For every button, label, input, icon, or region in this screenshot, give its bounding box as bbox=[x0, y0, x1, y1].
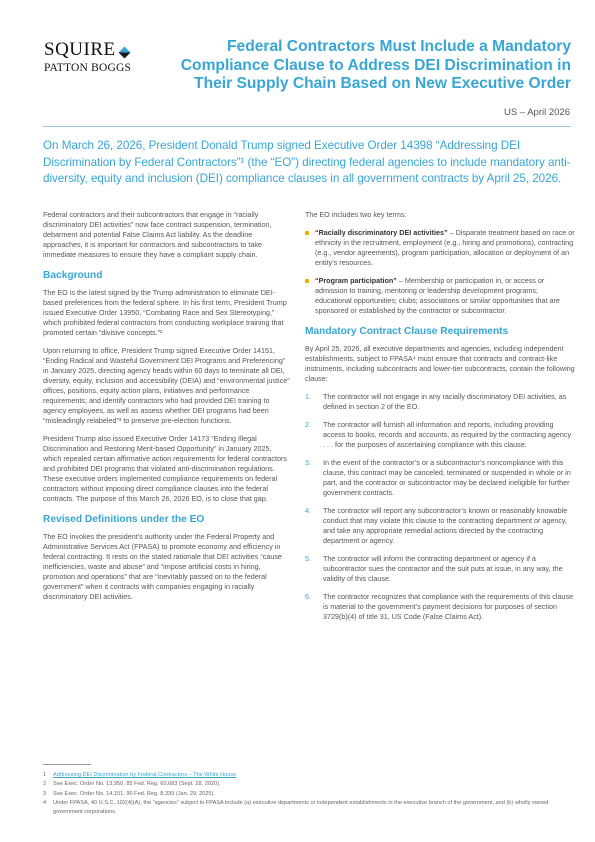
footnote bbox=[43, 790, 573, 799]
background-paragraph-2: Upon returning to office, President Trump signed Executive Order 14151, “Ending Radical and Wasteful Government DEI Programs and Preferencing” in January 2025, directing agency heads within 60 days to terminate all DEI, diversity, equity, inclusion and accessibility (DEIA) and “environmental justice” offices, positions, equity action plans, initiatives and performance requirements; and identify contractors who had provided DEI training to agency employees, as well as assess whether DEI programs had been “misleadingly relabeled”³ to preserve pre-election functions. bbox=[43, 346, 290, 425]
requirements-heading: Mandatory Contract Clause Requirements bbox=[305, 326, 509, 337]
clause-item bbox=[305, 420, 575, 450]
footnote-link[interactable]: Addressing DEI Discrimination by Federal Contractors – The White House bbox=[53, 772, 237, 778]
footnote-text: See Exec. Order No. 13,950, 85 Fed. Reg. 60,683 (Sept. 28, 2020). bbox=[53, 781, 221, 788]
definitions-paragraph: The EO invokes the president’s authority under the Federal Property and Administrative Services Act (FPASA) to promote economy and efficiency in federal contracting. It rests on the stated rationale that DEI activities “cause inefficiencies, waste and abuse” and “impose artificial costs in hiring, promotion and operations” that are “inevitably passed on to the federal government” when it contracts with companies engaging in racially discriminatory DEI activities. bbox=[43, 532, 282, 601]
bullet-icon bbox=[305, 279, 309, 283]
clause-text: The contractor will inform the contracting department or agency if a subcontractor sues the contractor and the suit puts at issue, in any way, the validity of this clause. bbox=[323, 554, 563, 583]
page-title: Federal Contractors Must Include a Mandatory Compliance Clause to Address DEI Discrimination in Their Supply Chain Based on New Executive Order bbox=[180, 38, 571, 92]
footnotes bbox=[43, 771, 573, 817]
logo-line2: PATTON BOGGS bbox=[44, 62, 132, 74]
clause-text: The contractor will furnish all information and reports, including providing access to books, records and accounts, as required by the contracting agency . . . for the purposes of ascertaining compliance with this clause. bbox=[323, 420, 572, 449]
right-column bbox=[305, 210, 575, 630]
logo-line1: SQUIRE bbox=[44, 39, 116, 60]
footnote bbox=[43, 771, 573, 780]
terms-intro: The EO includes two key terms: bbox=[305, 210, 407, 219]
term-item bbox=[305, 228, 575, 268]
left-column bbox=[43, 210, 291, 610]
term-definition: – Membership or participation in, or access or admission to training, mentoring or leadership development programs; educational opportunities; clubs; associations or similar opportunities that are sponsored or established by the contractor or subcontractor. bbox=[315, 276, 560, 315]
header-divider bbox=[42, 126, 571, 127]
clause-list bbox=[305, 392, 575, 622]
clause-item bbox=[305, 592, 575, 622]
definitions-heading: Revised Definitions under the EO bbox=[43, 514, 205, 525]
firm-logo bbox=[44, 40, 156, 75]
term-item bbox=[305, 276, 575, 316]
clause-text: The contractor recognizes that compliance with the requirements of this clause is material to the government’s payment decisions for purposes of section 3729(b)(4) of title 31, US Code (False Claims Act). bbox=[323, 592, 574, 621]
footnote-number: 4 bbox=[43, 799, 47, 806]
clause-text: The contractor will not engage in any racially discriminatory DEI activities, as defined in section 2 of the EO. bbox=[323, 392, 567, 411]
requirements-intro: By April 25, 2026, all executive departments and agencies, including independent establishments, subject to FPASA⁴ must ensure that contracts and contract-like instruments, including subcontracts and lower-tier subcontracts, contain the following clause: bbox=[305, 344, 575, 383]
footnote-number: 2 bbox=[43, 781, 47, 788]
background-paragraph-3: President Trump also issued Executive Order 14173 “Ending Illegal Discrimination and Restoring Merit-based Opportunity” in January 2025, which repealed certain affirmative action requirements for federal contractors and prohibited DEI programs that violated anti-discrimination regulations. These executive orders implemented compliance requirements on federal contractors without imposing direct compliance clauses into the federal contracts. The purpose of this March 26, 2026 EO, is to close that gap. bbox=[43, 434, 287, 503]
footnote bbox=[43, 780, 573, 789]
logo-mark-icon bbox=[118, 44, 131, 57]
clause-item bbox=[305, 506, 575, 546]
footnote-text: See Exec. Order No. 14,151, 90 Fed. Reg. 8,339 (Jan. 29, 2025). bbox=[53, 790, 216, 797]
clause-text: The contractor will report any subcontractor’s known or reasonably knowable conduct that may violate this clause to the contracting department or agency, and take any appropriate remedial actions directed by the contracting department or agency. bbox=[323, 506, 568, 545]
bullet-icon bbox=[305, 231, 309, 235]
footnote-text: Under FPASA, 40 U.S.C. 102(4)(A), the “agencies” subject to FPASA include (a) executive departments or independent establishments in the executive branch of the government, and (b) wholly owned government corporations. bbox=[53, 799, 549, 816]
clause-item bbox=[305, 554, 575, 584]
clause-number: 2. bbox=[305, 420, 311, 429]
term-definition: – Disparate treatment based on race or ethnicity in the recruitment, employment (e.g., hiring and promotions), contracting (e.g., vendor agreements), program participation, allocation or deployment of an entity’s resources. bbox=[315, 228, 575, 267]
terms-list bbox=[305, 228, 575, 316]
background-heading: Background bbox=[43, 270, 103, 281]
clause-number: 5. bbox=[305, 554, 311, 563]
footnote-number: 3 bbox=[43, 790, 47, 797]
clause-text: In the event of the contractor’s or a subcontractor’s noncompliance with this clause, this contract may be canceled, terminated or suspended in whole or in part, and the contractor or subcontractor may be declared ineligible for further government contracts. bbox=[323, 458, 571, 497]
clause-item bbox=[305, 458, 575, 498]
footnote-number: 1 bbox=[43, 772, 47, 778]
term-name: “Program participation” bbox=[315, 276, 397, 285]
clause-number: 1. bbox=[305, 392, 311, 401]
footnote bbox=[43, 799, 573, 818]
clause-item bbox=[305, 392, 575, 412]
publication-date: US – April 2026 bbox=[503, 107, 570, 118]
background-paragraph-1: The EO is the latest signed by the Trump administration to eliminate DEI-based preferences from the federal sphere. In his first term, President Trump issued Executive Order 13950, “Combating Race and Sex Stereotyping,” which prohibited federal contractors from conducting workplace training that promoted certain “divisive concepts.”² bbox=[43, 288, 287, 337]
clause-number: 4. bbox=[305, 506, 311, 515]
lead-paragraph: On March 26, 2026, President Donald Trump signed Executive Order 14398 “Addressing DEI Discrimination by Federal Contractors”¹ (the “EO”) directing federal agencies to include mandatory anti-diversity, equity and inclusion (DEI) compliance clauses in all government contracts by April 25, 2026. bbox=[43, 139, 571, 185]
term-name: “Racially discriminatory DEI activities” bbox=[315, 228, 448, 237]
footnote-divider bbox=[43, 764, 91, 765]
intro-paragraph: Federal contractors and their subcontractors that engage in “racially discriminatory DEI activities” now face contract suspension, termination, debarment and potential False Claims Act liability. As the deadline approaches, it is important for contractors and subcontractors to take immediate measures to ensure they have a compliant supply chain. bbox=[43, 210, 272, 259]
clause-number: 3. bbox=[305, 458, 311, 467]
clause-number: 6. bbox=[305, 592, 311, 601]
